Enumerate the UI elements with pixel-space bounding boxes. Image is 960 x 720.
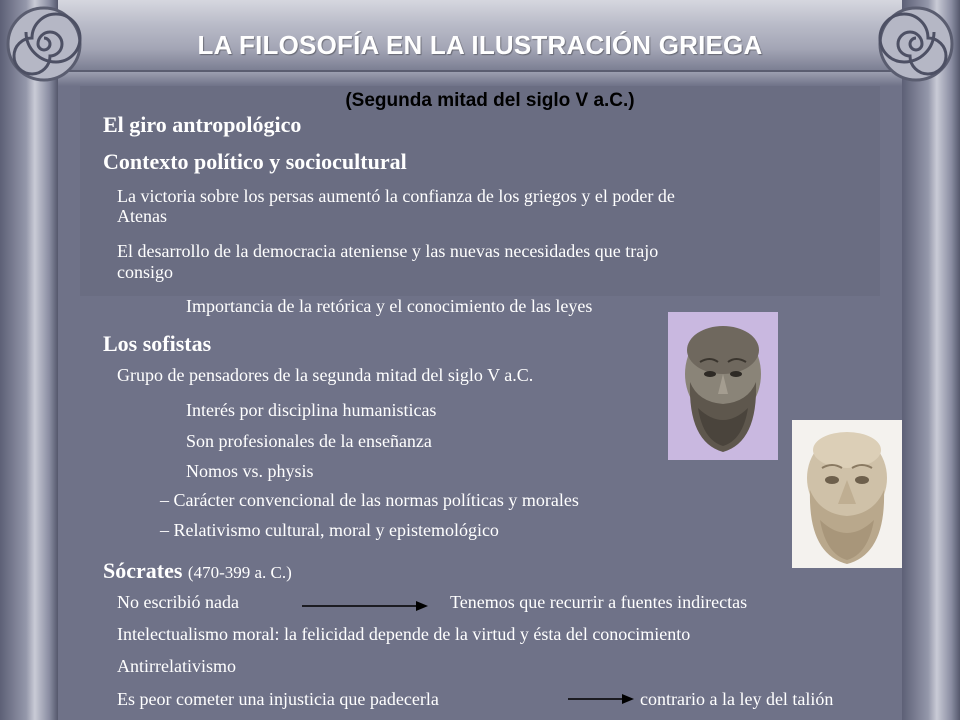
list-item: Nomos vs. physis: [186, 461, 314, 481]
list-item: Contexto político y sociocultural: [103, 149, 407, 174]
list-item: La victoria sobre los persas aumentó la confianza de los griegos y el poder de: [117, 186, 675, 206]
list-item: contrario a la ley del talión: [640, 689, 834, 709]
list-item: No escribió nada: [117, 592, 239, 612]
bust-portrait-image: [668, 312, 778, 460]
list-item: Intelectualismo moral: la felicidad depende de la virtud y ésta del conocimiento: [117, 624, 691, 644]
list-item: Es peor cometer una injusticia que padecerla: [117, 689, 439, 709]
socrates-dates: (470-399 a. C.): [187, 563, 292, 582]
right-arrow-icon: [302, 600, 428, 612]
bust-portrait-image: [792, 420, 902, 568]
list-item: Atenas: [117, 206, 167, 226]
slide-subtitle: (Segunda mitad del siglo V a.C.): [345, 90, 635, 111]
capital-band: [58, 72, 902, 86]
list-item: consigo: [117, 262, 173, 282]
list-item: Los sofistas: [103, 331, 212, 356]
list-item: Grupo de pensadores de la segunda mitad del siglo V a.C.: [117, 365, 534, 385]
list-item: Interés por disciplina humanisticas: [186, 400, 437, 420]
list-item: El giro antropológico: [103, 112, 302, 137]
socrates-label: Sócrates: [103, 558, 183, 583]
list-item: [103, 558, 292, 584]
list-item: Importancia de la retórica y el conocimiento de las leyes: [186, 296, 593, 316]
list-item: El desarrollo de la democracia ateniense y las nuevas necesidades que trajo: [117, 241, 659, 261]
list-item: Son profesionales de la enseñanza: [186, 431, 432, 451]
right-arrow-icon: [568, 693, 634, 705]
slide-title: LA FILOSOFÍA EN LA ILUSTRACIÓN GRIEGA: [197, 30, 763, 60]
list-item: Tenemos que recurrir a fuentes indirectas: [450, 592, 748, 612]
list-item: – Relativismo cultural, moral y epistemológico: [160, 520, 499, 540]
list-item: Antirrelativismo: [117, 656, 236, 676]
list-item: – Carácter convencional de las normas políticas y morales: [160, 490, 579, 510]
